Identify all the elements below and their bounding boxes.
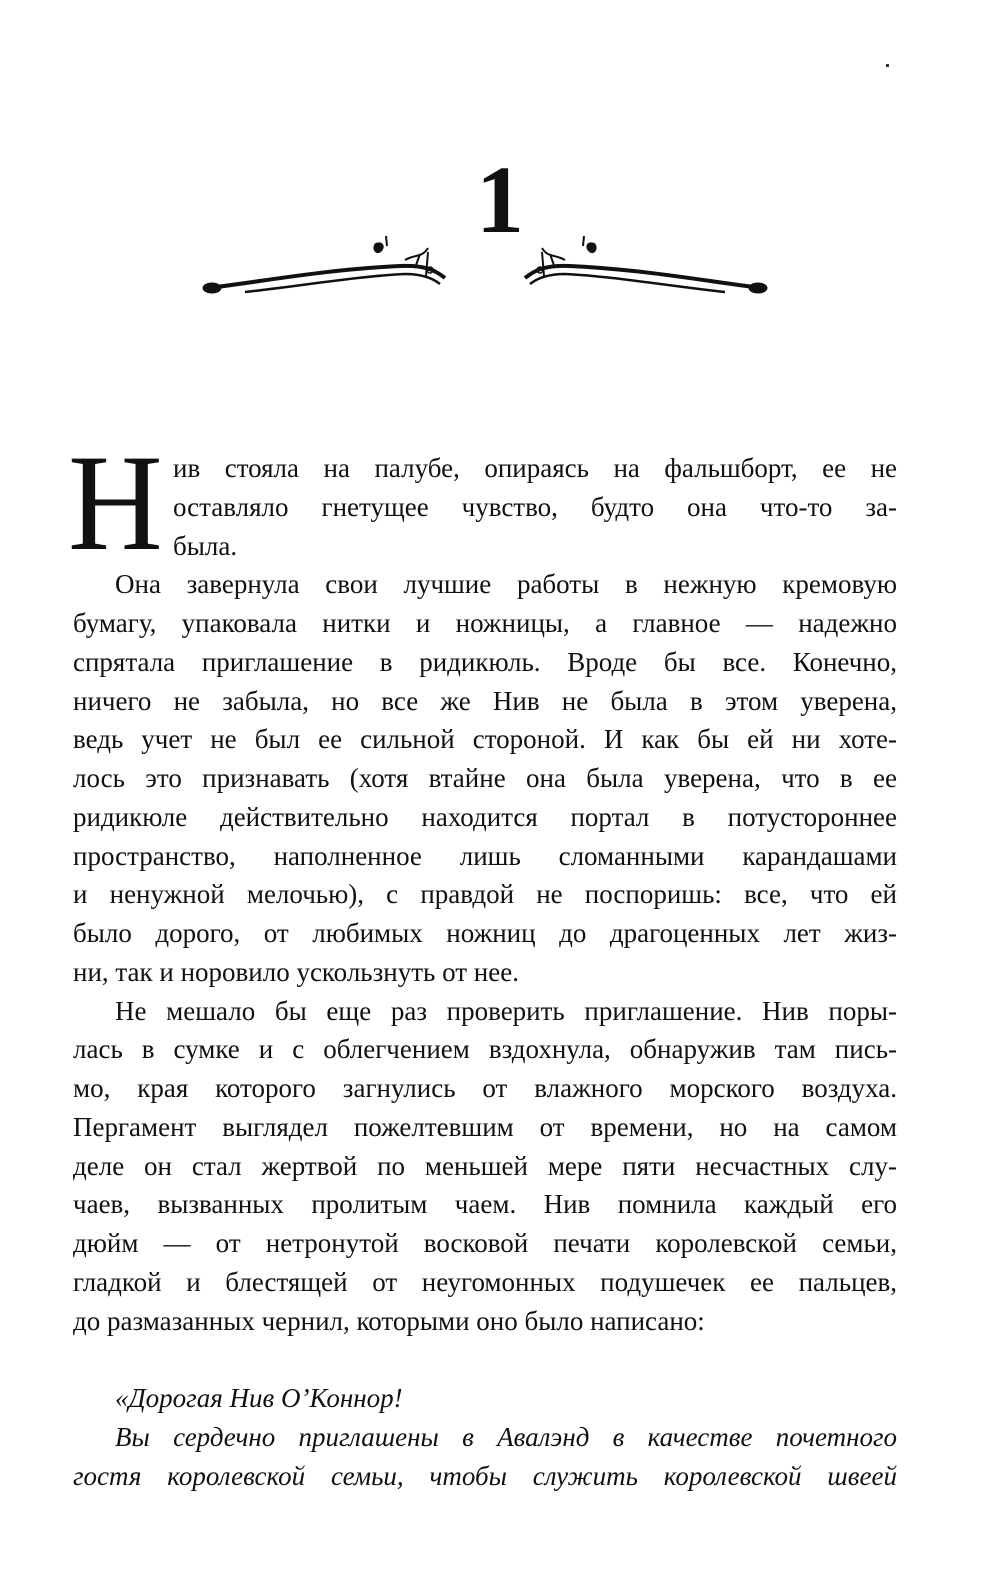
drop-cap: Н <box>68 426 163 579</box>
text-line: дюйм — от нетронутой восковой печати королевской семьи, <box>73 1228 897 1258</box>
text-line: ив стояла на палубе, опираясь на фальшборт, ее не <box>173 453 897 483</box>
right-flourish <box>525 236 767 293</box>
text-line: ничего не забыла, но все же Нив не была в этом уверена, <box>73 685 897 716</box>
text-line: до размазанных чернил, которыми оно было написано: <box>73 1305 705 1336</box>
text-line: ведь учет не был ее сильной стороной. И как бы ей ни хоте- <box>73 724 897 755</box>
text-line: спрятала приглашение в ридикюль. Вроде бы все. Конечно, <box>73 646 897 677</box>
letter-line: Вы сердечно приглашены в Авалэнд в качестве почетного <box>115 1421 897 1452</box>
text-line: пространство, наполненное лишь сломанными карандашами <box>73 840 897 871</box>
text-line: лось это признавать (хотя втайне она была уверена, что в ее <box>73 763 897 793</box>
text-line: бумагу, упаковала нитки и ножницы, а главное — надежно <box>73 608 897 638</box>
text-line: Пергамент выглядел пожелтевшим от времени, но на самом <box>73 1111 897 1142</box>
chapter-number: 1 <box>476 146 524 253</box>
chapter-ornament <box>200 230 770 310</box>
text-line: деле он стал жертвой по меньшей мере пяти несчастных слу- <box>73 1150 897 1181</box>
text-line: ни, так и норовило ускользнуть от нее. <box>73 956 519 987</box>
text-line: была. <box>173 530 238 561</box>
text-line: мо, края которого загнулись от влажного морского воздуха. <box>73 1073 897 1103</box>
text-line: Она завернула свои лучшие работы в нежную кремовую <box>115 569 897 600</box>
text-line: оставляло гнетущее чувство, будто она что-то за- <box>173 491 897 522</box>
text-line: чаев, вызванных пролитым чаем. Нив помнила каждый его <box>73 1189 897 1220</box>
text-line: было дорого, от любимых ножниц до драгоценных лет жиз- <box>73 918 897 948</box>
left-flourish <box>203 236 445 293</box>
text-line: и ненужной мелочью), с правдой не поспоришь: все, что ей <box>73 879 897 910</box>
text-line: гладкой и блестящей от неугомонных подушечек ее пальцев, <box>73 1266 897 1297</box>
letter-line: гостя королевской семьи, чтобы служить королевской швеей <box>73 1460 897 1491</box>
scan-speck <box>886 64 889 67</box>
letter-line: «Дорогая Нив О’Коннор! <box>115 1383 403 1413</box>
text-line: Не мешало бы еще раз проверить приглашение. Нив поры- <box>115 995 897 1026</box>
chapter-body <box>73 449 897 1495</box>
text-line: лась в сумке и с облегчением вздохнула, обнаружив там пись- <box>73 1034 897 1065</box>
text-line: ридикюле действительно находится портал в потустороннее <box>73 801 897 832</box>
